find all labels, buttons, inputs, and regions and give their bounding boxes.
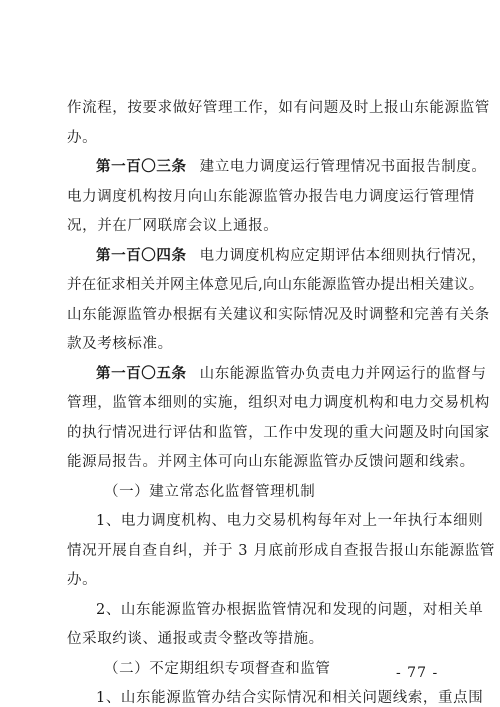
line-text: 管理，监管本细则的实施，组织对电力调度机构和电力交易机构: [67, 395, 490, 411]
line-text: 款及考核标准。: [67, 336, 173, 352]
article-104: [96, 247, 487, 265]
line-text: （二）不定期组织专项督查和监管: [104, 661, 331, 677]
line-text: 况，并在厂网联席会议上通报。: [67, 218, 279, 234]
line-text: 情况开展自查自纠，并于 3 月底前形成自查报告报山东能源监管: [67, 543, 495, 559]
article-heading: 第一百〇四条: [96, 247, 187, 264]
paragraph-line: [67, 453, 475, 471]
paragraph-line: [67, 394, 490, 412]
article-105: [96, 365, 487, 383]
line-text: 作流程，按要求做好管理工作，如有问题及时上报山东能源监管: [67, 100, 490, 116]
article-heading: 第一百〇五条: [96, 365, 187, 382]
section-heading: [104, 483, 315, 501]
line-text: 电力调度机构应定期评估本细则执行情况，: [199, 248, 487, 264]
article-103: [96, 158, 487, 176]
line-text: 办。: [67, 572, 98, 588]
line-text: 山东能源监管办根据有关建议和实际情况及时调整和完善有关条: [67, 307, 490, 323]
line-text: 的执行情况进行评估和监管，工作中发现的重大问题及时向国家: [67, 425, 490, 441]
line-text: 位采取约谈、通报或责令整改等措施。: [67, 631, 324, 647]
paragraph-line: [67, 188, 475, 206]
line-text: 1、山东能源监管办结合实际情况和相关问题线索，重点围: [96, 690, 484, 706]
line-text: 并在征求相关并网主体意见后,向山东能源监管办提出相关建议。: [67, 277, 484, 293]
paragraph-line: [67, 99, 490, 117]
line-text: 1、电力调度机构、电力交易机构每年对上一年执行本细则: [96, 513, 484, 529]
page-number: - 77 -: [396, 665, 439, 681]
paragraph-line: [67, 335, 173, 353]
paragraph-line: [67, 630, 324, 648]
line-text: 建立电力调度运行管理情况书面报告制度。: [199, 159, 487, 175]
paragraph-line: [67, 424, 490, 442]
line-text: （一）建立常态化监督管理机制: [104, 484, 316, 500]
paragraph-line: [67, 306, 490, 324]
line-text: 山东能源监管办负责电力并网运行的监督与: [199, 366, 487, 382]
line-text: 办。: [67, 130, 98, 146]
paragraph-line: [67, 542, 495, 560]
line-text: 电力调度机构按月向山东能源监管办报告电力调度运行管理情: [67, 189, 475, 205]
line-text: 2、山东能源监管办根据监管情况和发现的问题，对相关单: [96, 602, 484, 618]
paragraph-line: [96, 601, 483, 619]
paragraph-line: [96, 512, 483, 530]
paragraph-line: [67, 129, 97, 147]
article-heading: 第一百〇三条: [96, 158, 187, 175]
line-text: 能源局报告。并网主体可向山东能源监管办反馈问题和线索。: [67, 454, 475, 470]
paragraph-line: [96, 689, 483, 707]
paragraph-line: [67, 571, 97, 589]
paragraph-line: [67, 276, 483, 294]
paragraph-line: [67, 217, 278, 235]
section-heading: [104, 660, 331, 678]
